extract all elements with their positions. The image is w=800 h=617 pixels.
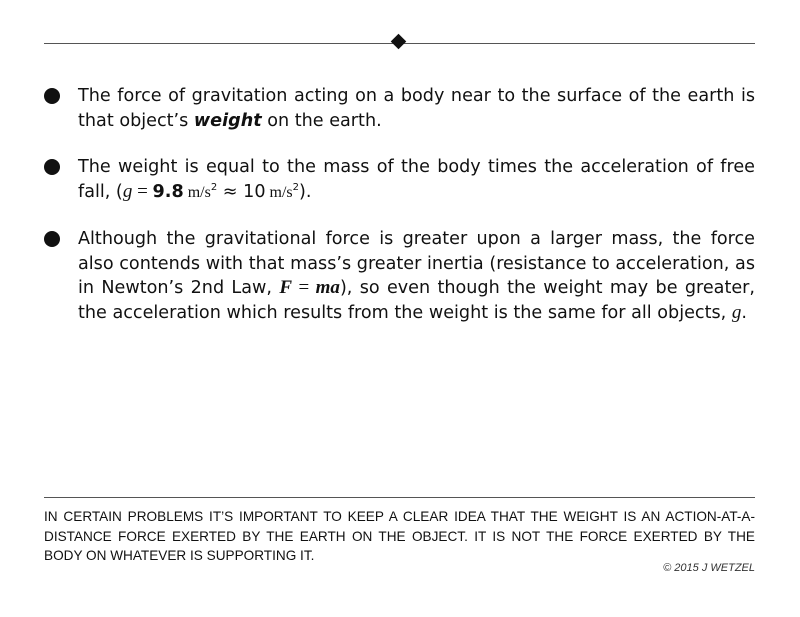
bullet-2-close: ). [299,181,312,202]
g-symbol: g [731,301,742,323]
unit-1: m/s [183,183,211,201]
unit-1-exponent: 2 [210,181,218,193]
force-symbol: F [279,277,292,298]
bullet-3-end: . [741,302,747,323]
bullet-dot-icon [44,88,60,104]
copyright: © 2015 J WETZEL [663,562,755,574]
approx-sign: ≈ [217,181,244,202]
ma-symbol: ma [315,277,340,298]
bullet-item-weight-equation [44,155,755,205]
equals-sign: = [292,277,316,298]
bullet-item-weight-definition [44,84,755,133]
bullet-dot-icon [44,159,60,175]
bullet-dot-icon [44,231,60,247]
unit-2-exponent: 2 [292,181,300,193]
value-10: 10 [243,181,266,202]
bullet-1-after: on the earth. [261,110,382,131]
bullet-1-text: The force of gravitation acting on a body near to the surface of the earth is that object’s [78,86,755,131]
diamond-ornament-icon [391,34,407,50]
bullet-3-after: ), so even though the weight may be greater, the acceleration which results from the weight is the same for all objects, [78,278,755,323]
bullet-item-inertia [44,227,755,325]
g-symbol: g [122,180,133,202]
footnote: IN CERTAIN PROBLEMS IT’S IMPORTANT TO KEEP A CLEAR IDEA THAT THE WEIGHT IS AN ACTION-AT-A-DISTANCE FORCE EXERTED BY THE EARTH ON THE OBJECT. IT IS NOT THE FORCE EXERTED BY THE BODY ON WHATEVER IS SUPPORTING IT. [44,509,755,563]
bullet-1-emphasis: weight [193,110,262,131]
bullet-list [44,84,755,347]
value-9-8: 9.8 [152,181,184,202]
bullet-2-text: The weight is equal to the mass of the body times the acceleration of free fall, ( [78,157,755,202]
unit-2: m/s [265,183,293,201]
bullet-3-text: Although the gravitational force is greater upon a larger mass, the force also contends with that mass’s greater inertia (resistance to acceleration, as in Newton’s 2nd Law, [78,229,755,298]
equals-sign: = [132,180,153,202]
bottom-divider [44,497,755,498]
